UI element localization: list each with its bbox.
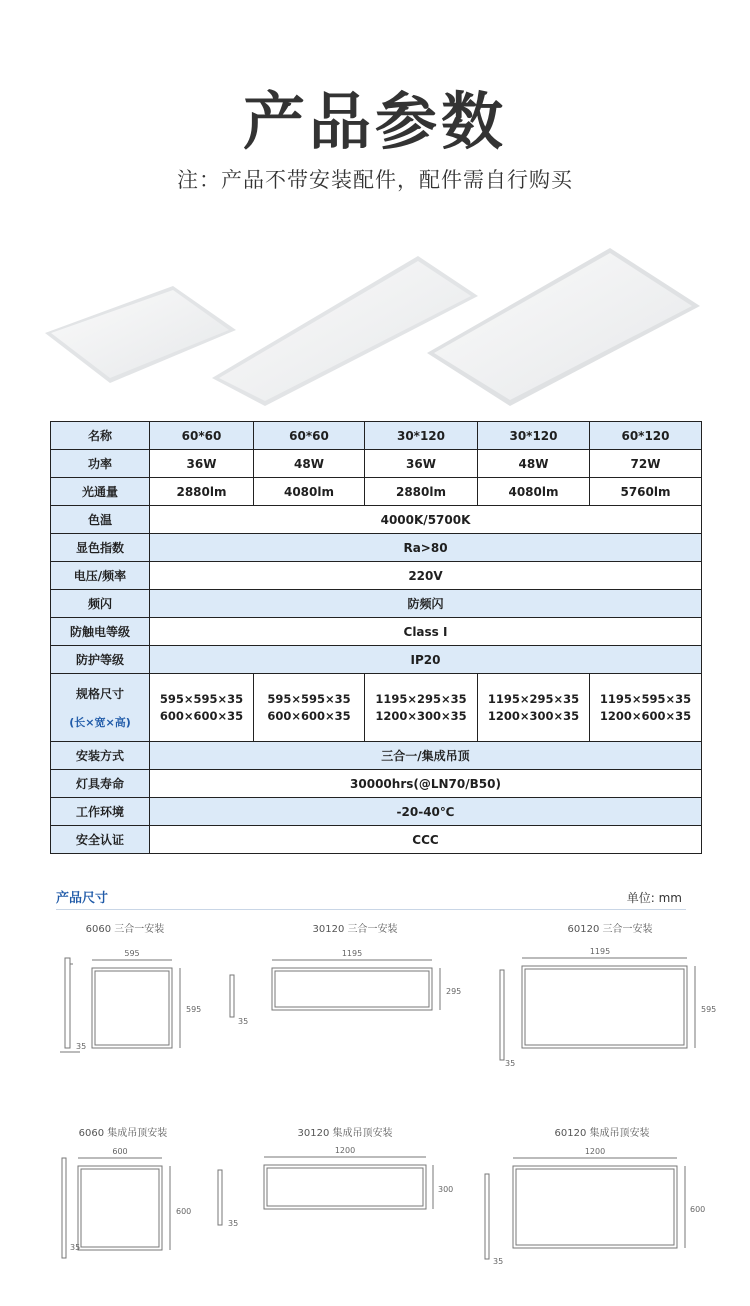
spec-row-certification xyxy=(51,826,702,854)
cell: 4080lm xyxy=(478,478,590,506)
dim-width: 1200 xyxy=(584,1147,606,1156)
spec-row-shock-class xyxy=(51,618,702,646)
drawing-30120-3in1 xyxy=(230,960,440,1017)
panel-60x60-image xyxy=(45,286,236,383)
dim-height: 600 xyxy=(176,1207,192,1216)
cell: 1195×595×35 1200×600×35 xyxy=(590,674,702,742)
cell: Class I xyxy=(150,618,702,646)
drawing-label: 60120 集成吊顶安装 xyxy=(554,1128,650,1139)
size-sublabel: (长×宽×高) xyxy=(69,716,131,729)
cell: 2880lm xyxy=(365,478,478,506)
panel-30x120-image xyxy=(212,256,478,406)
spec-row-ip xyxy=(51,646,702,674)
cell: 48W xyxy=(254,450,365,478)
dim-width: 1200 xyxy=(334,1146,356,1155)
drawing-label: 6060 集成吊顶安装 xyxy=(78,1128,168,1139)
row-label: 电压/频率 xyxy=(51,562,150,590)
cell: 60*120 xyxy=(590,422,702,450)
cell: 72W xyxy=(590,450,702,478)
cell: CCC xyxy=(150,826,702,854)
spec-row-name xyxy=(51,422,702,450)
cell: 5760lm xyxy=(590,478,702,506)
row-label: 防触电等级 xyxy=(51,618,150,646)
dim-depth: 35 xyxy=(76,1042,87,1051)
spec-row-cri xyxy=(51,534,702,562)
row-label: 灯具寿命 xyxy=(51,770,150,798)
dim-height: 595 xyxy=(186,1005,202,1014)
row-label: 安装方式 xyxy=(51,742,150,770)
cell: IP20 xyxy=(150,646,702,674)
row-label: 频闪 xyxy=(51,590,150,618)
dimensions-heading: 产品尺寸 xyxy=(56,891,109,906)
spec-row-size xyxy=(51,674,702,742)
spec-row-cct xyxy=(51,506,702,534)
dimension-drawings xyxy=(0,930,750,1306)
drawing-60120-ceiling xyxy=(485,1158,685,1259)
cell: 220V xyxy=(150,562,702,590)
dim-height: 595 xyxy=(701,1005,717,1014)
dim-depth: 35 xyxy=(228,1219,239,1228)
cell: 60*60 xyxy=(254,422,365,450)
cell: 30000hrs(@LN70/B50) xyxy=(150,770,702,798)
dim-width: 600 xyxy=(112,1147,128,1156)
cell: 1195×295×35 1200×300×35 xyxy=(478,674,590,742)
drawing-label: 30120 三合一安装 xyxy=(312,924,398,935)
row-label: 安全认证 xyxy=(51,826,150,854)
row-label: 工作环境 xyxy=(51,798,150,826)
cell: 60*60 xyxy=(150,422,254,450)
cell: 48W xyxy=(478,450,590,478)
cell: 三合一/集成吊顶 xyxy=(150,742,702,770)
panel-60x120-image xyxy=(427,248,700,406)
drawing-6060-3in1 xyxy=(60,958,180,1052)
cell: 36W xyxy=(365,450,478,478)
dim-depth: 35 xyxy=(505,1059,516,1068)
row-label: 色温 xyxy=(51,506,150,534)
row-label: 名称 xyxy=(51,422,150,450)
drawing-30120-ceiling xyxy=(218,1157,433,1225)
drawing-label: 30120 集成吊顶安装 xyxy=(297,1128,393,1139)
cell: 595×595×35 600×600×35 xyxy=(150,674,254,742)
dim-height: 600 xyxy=(690,1205,706,1214)
row-label: 防护等级 xyxy=(51,646,150,674)
product-photo xyxy=(40,238,710,413)
drawing-label: 6060 三合一安装 xyxy=(85,924,165,935)
size-label: 规格尺寸 xyxy=(75,687,124,701)
spec-row-power xyxy=(51,450,702,478)
cell: 防频闪 xyxy=(150,590,702,618)
spec-row-lifetime xyxy=(51,770,702,798)
dim-height: 295 xyxy=(446,987,462,996)
spec-row-flicker xyxy=(51,590,702,618)
row-label xyxy=(51,674,150,742)
cell: 36W xyxy=(150,450,254,478)
spec-row-install xyxy=(51,742,702,770)
cell: 30*120 xyxy=(365,422,478,450)
cell: 2880lm xyxy=(150,478,254,506)
drawing-label: 60120 三合一安装 xyxy=(567,924,653,935)
cell: 4000K/5700K xyxy=(150,506,702,534)
spec-row-environment xyxy=(51,798,702,826)
row-label: 光通量 xyxy=(51,478,150,506)
dim-depth: 35 xyxy=(493,1257,504,1266)
spec-table xyxy=(50,421,702,854)
cell: 4080lm xyxy=(254,478,365,506)
dim-width: 1195 xyxy=(589,947,611,956)
cell: 595×595×35 600×600×35 xyxy=(254,674,365,742)
dim-width: 1195 xyxy=(341,949,363,958)
cell: 30*120 xyxy=(478,422,590,450)
page-title: 产品参数 xyxy=(242,85,507,158)
dimensions-header xyxy=(56,885,686,910)
row-label: 功率 xyxy=(51,450,150,478)
unit-label: 单位: mm xyxy=(626,891,682,905)
row-label: 显色指数 xyxy=(51,534,150,562)
cell: Ra>80 xyxy=(150,534,702,562)
drawing-60120-3in1 xyxy=(500,958,695,1060)
accessory-note: 注：产品不带安装配件，配件需自行购买 xyxy=(177,168,573,192)
dim-width: 595 xyxy=(124,949,140,958)
dim-depth: 35 xyxy=(238,1017,249,1026)
spec-row-lumen xyxy=(51,478,702,506)
spec-row-voltage xyxy=(51,562,702,590)
cell: 1195×295×35 1200×300×35 xyxy=(365,674,478,742)
dim-depth: 35 xyxy=(70,1243,81,1252)
dim-height: 300 xyxy=(438,1185,454,1194)
cell: -20-40℃ xyxy=(150,798,702,826)
